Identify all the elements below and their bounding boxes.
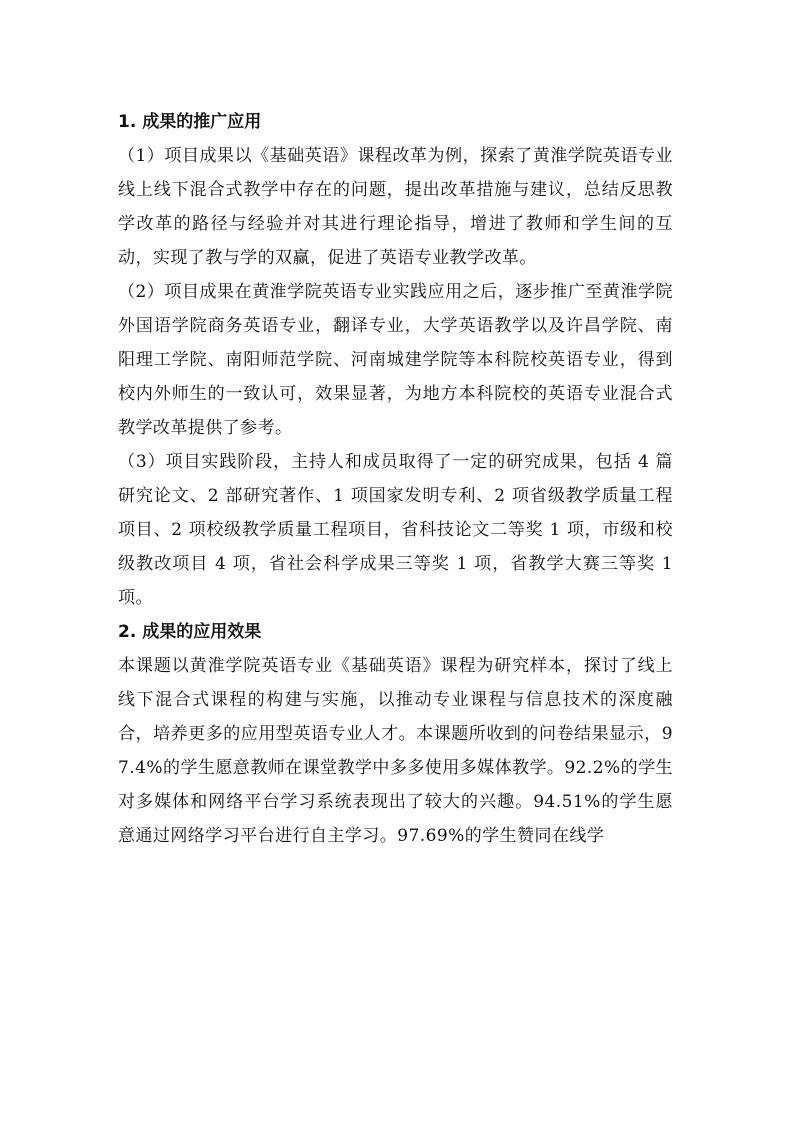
section-heading-promotion: 1. 成果的推广应用: [118, 112, 262, 132]
section-heading-effect: 2. 成果的应用效果: [118, 622, 262, 642]
paragraph-effect-1: 本课题以黄淮学院英语专业《基础英语》课程为研究样本，探讨了线上线下混合式课程的构建与实施，以推动专业课程与信息技术的深度融合，培养更多的应用型英语专业人才。本课题所收到的问卷结果显示，97.4%的学生愿意教师在课堂教学中多多使用多媒体教学。92.2%的学生对多媒体和网络平台学习系统表现出了较大的兴趣。94.51%的学生愿意通过网络学习平台进行自主学习。97.69%的学生赞同在线学: [118, 656, 673, 846]
paragraph-promotion-3: （3）项目实践阶段，主持人和成员取得了一定的研究成果，包括 4 篇研究论文、2 部研究著作、1 项国家发明专利、2 项省级教学质量工程项目、2 项校级教学质量工程项目，省科技论文二等奖 1 项，市级和校级教改项目 4 项，省社会科学成果三等奖 1 项，省教学大赛三等奖 1 项。: [118, 452, 673, 608]
paragraph-promotion-2: （2）项目成果在黄淮学院英语专业实践应用之后，逐步推广至黄淮学院外国语学院商务英语专业，翻译专业，大学英语教学以及许昌学院、南阳理工学院、南阳师范学院、河南城建学院等本科院校英语专业，得到校内外师生的一致认可，效果显著，为地方本科院校的英语专业混合式教学改革提供了参考。: [118, 282, 673, 438]
paragraph-promotion-1: （1）项目成果以《基础英语》课程改革为例，探索了黄淮学院英语专业线上线下混合式教学中存在的问题，提出改革措施与建议，总结反思教学改革的路径与经验并对其进行理论指导，增进了教师和学生间的互动，实现了教与学的双赢，促进了英语专业教学改革。: [118, 146, 673, 268]
document-page: [118, 105, 673, 853]
